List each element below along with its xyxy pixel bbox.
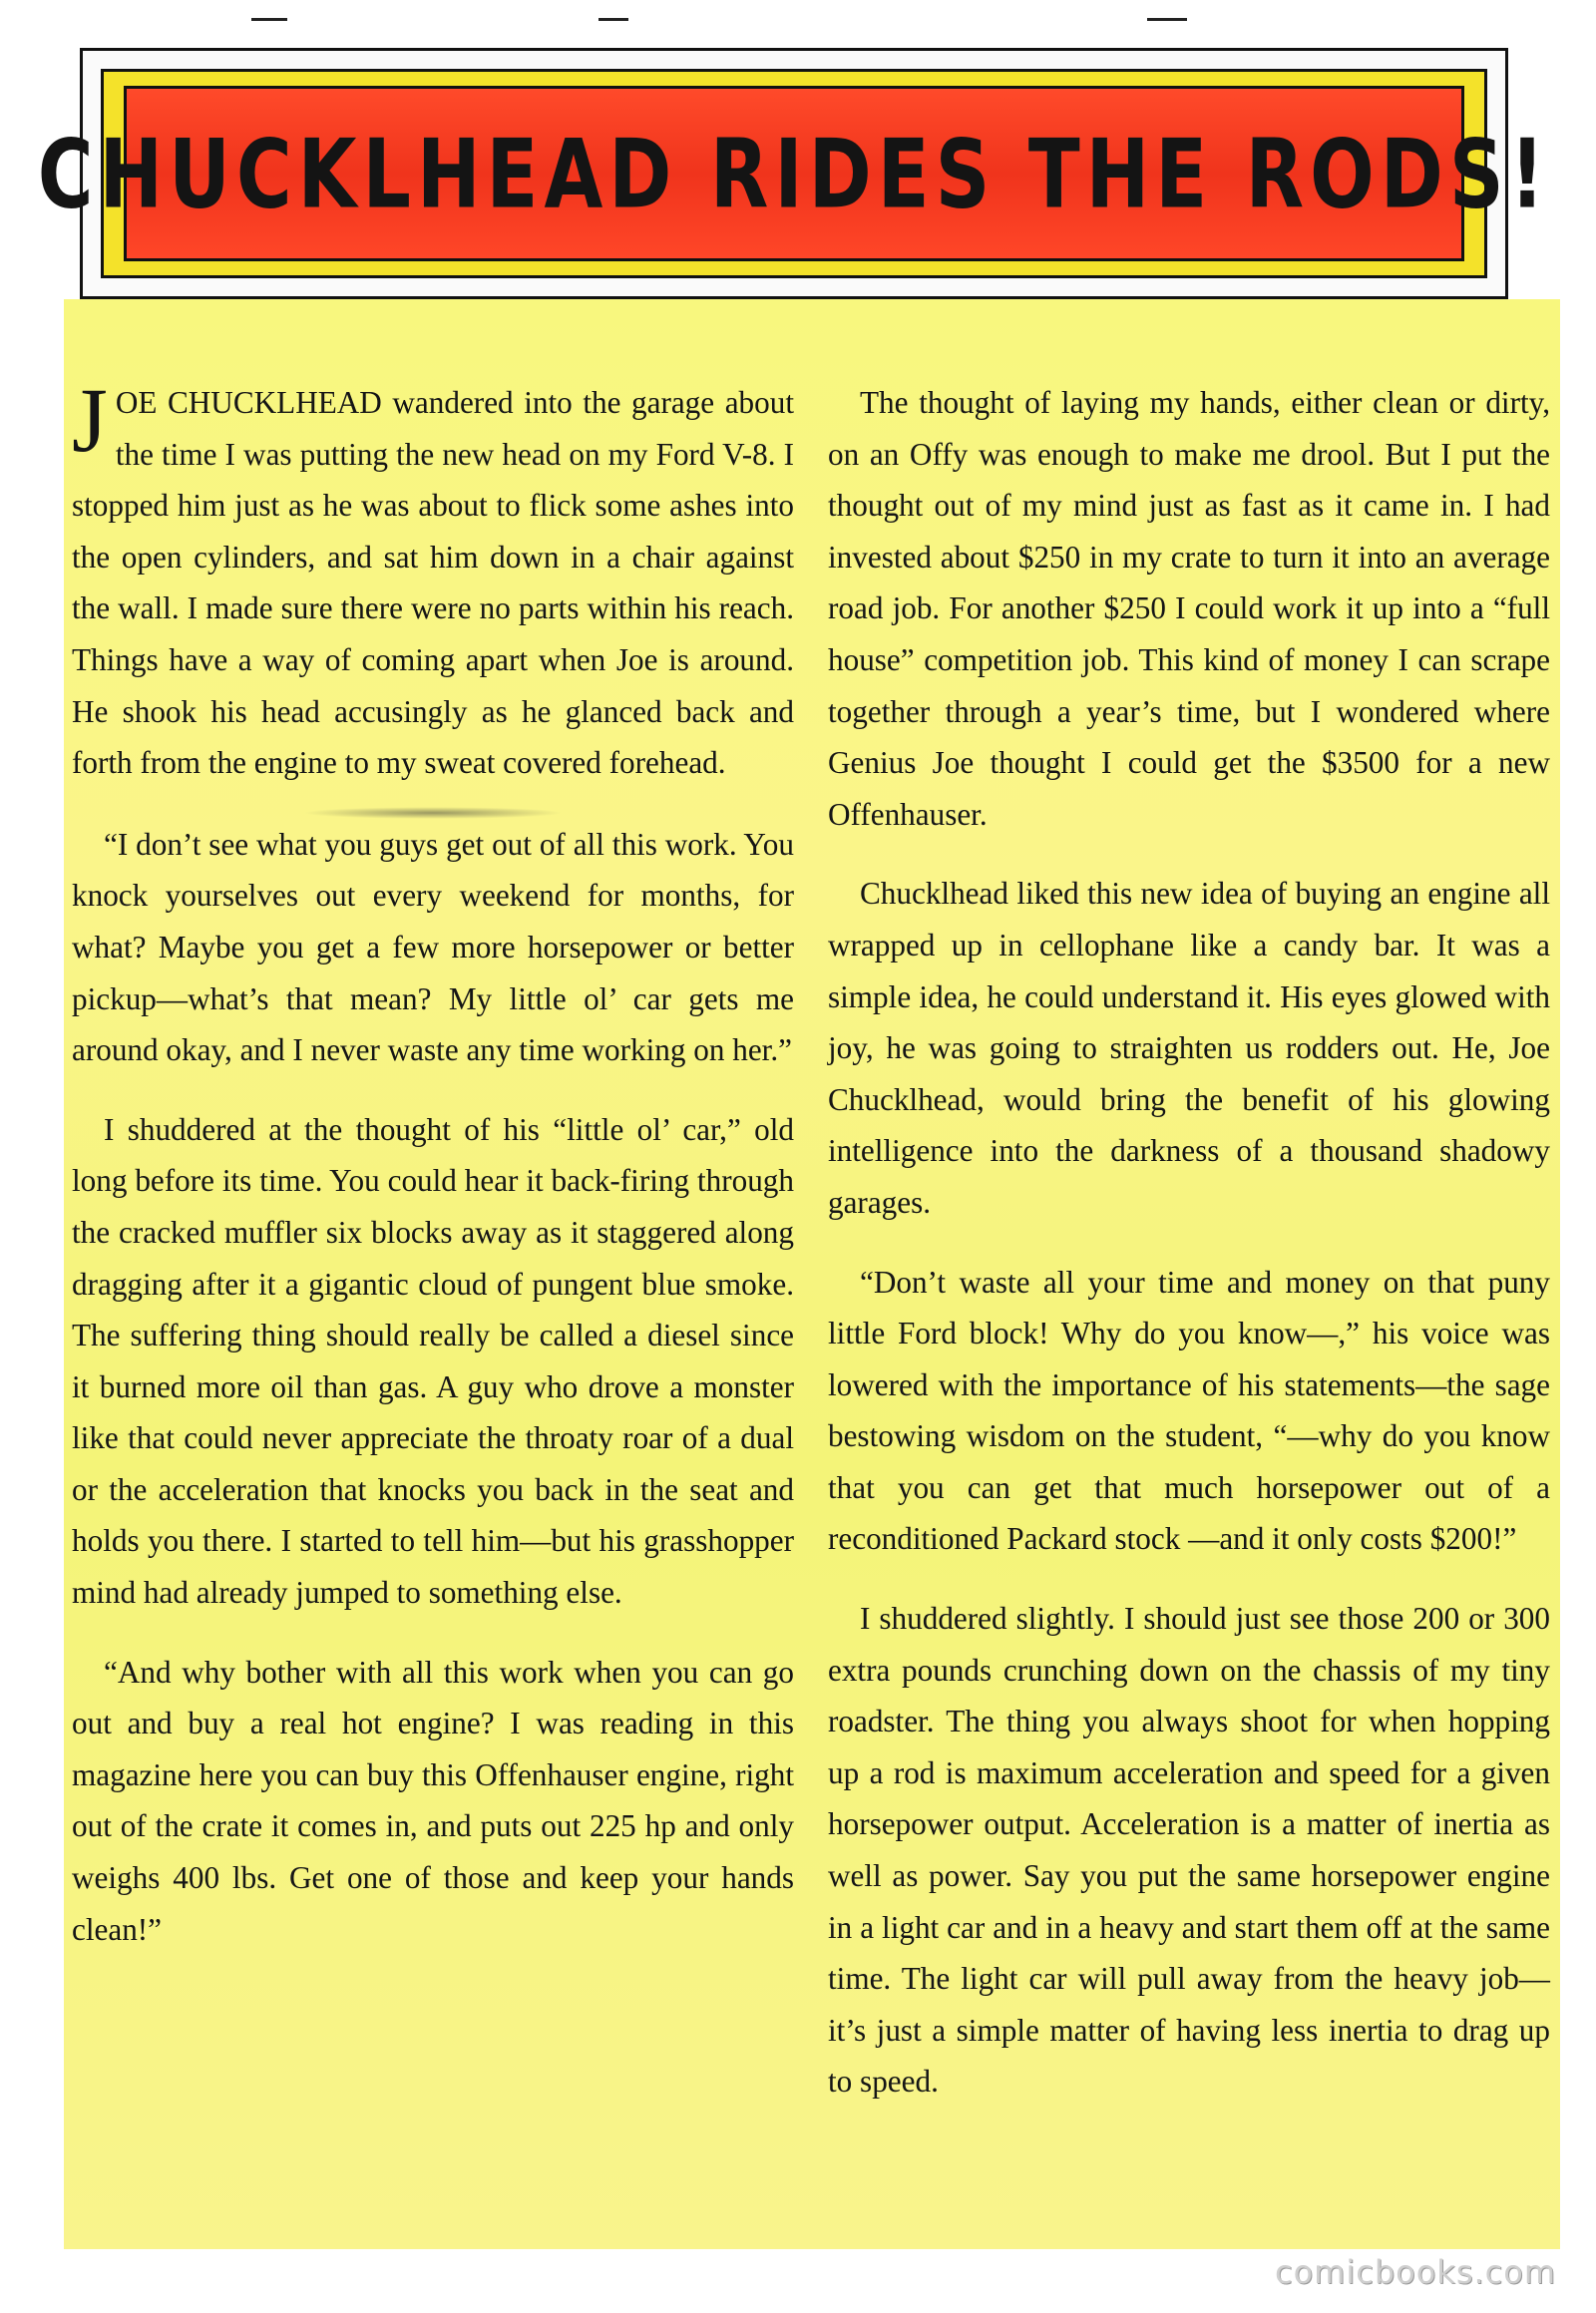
drop-cap: J (72, 369, 108, 471)
page-edge-mark-center (598, 18, 628, 21)
article-panel (64, 299, 1560, 2249)
page-edge-mark-left (251, 18, 287, 21)
paragraph-left-4: “And why bother with all this work when you can go out and buy a real hot engine? I was reading in this magazine here you can buy this Offenhauser engine, right out of the crate it comes in, and puts out 225 hp and only weighs 400 lbs. Get one of those and keep your hands clean!” (72, 1654, 794, 1947)
ink-smudge (303, 807, 563, 819)
watermark: comicbooks.com (1274, 2253, 1556, 2291)
article-column-right (828, 377, 1550, 2108)
title-banner-yellow-border (37, 69, 1551, 278)
article-column-left (72, 369, 794, 1955)
paragraph-right-4: I shuddered slightly. I should just see those 200 or 300 extra pounds crunching down on the chassis of my tiny roadster. The thing you always shoot for when hopping up a rod is maximum acceleration and speed for a given horsepower output. Acceleration is a matter of inertia as well as power. Say you put the same horsepower engine in a light car and in a heavy and start them off at the same time. The light car will pull away from the heavy job—it’s just a simple matter of having less inertia to drag up to speed. (828, 1601, 1550, 2100)
paragraph-left-3: I shuddered at the thought of his “little ol’ car,” old long before its time. You could hear it back-firing through the cracked muffler six blocks away as it staggered along dragging after it a gigantic cloud of pungent blue smoke. The suffering thing should really be called a diesel since it burned more oil than gas. A guy who drove a monster like that could never appreciate the throaty roar of a dual or the acceleration that knocks you back in the seat and holds you there. I started to tell him—but his grasshopper mind had already jumped to something else. (72, 1111, 794, 1611)
paragraph-left-1 (72, 369, 794, 789)
paragraph-left-2: “I don’t see what you guys get out of all this work. You knock yourselves out every weekend for months, for what? Maybe you get a few more horsepower or better pickup—what’s that mean? My little ol’ car gets me around okay, and I never waste any time working on her.” (72, 826, 794, 1068)
paragraph-right-2: Chucklhead liked this new idea of buying an engine all wrapped up in cellophane like a candy bar. It was a simple idea, he could understand it. His eyes glowed with joy, he was going to straighten us rodders out. He, Joe Chucklhead, would bring the benefit of his glowing intelligence into the darkness of a thousand shadowy garages. (828, 876, 1550, 1220)
title-banner-red-panel (37, 86, 1551, 261)
paragraph-left-1-text: OE CHUCKLHEAD wandered into the garage about the time I was putting the new head on my Ford V-8. I stopped him just as he was about to flick some ashes into the open cylinders, and sat him down in a chair against the wall. I made sure there were no parts within his reach. Things have a way of coming apart when Joe is around. He shook his head accusingly as he glanced back and forth from the engine to my sweat covered forehead. (72, 385, 794, 781)
paragraph-right-3: “Don’t waste all your time and money on that puny little Ford block! Why do you know—,” his voice was lowered with the importance of his statements—the sage bestowing wisdom on the student, “—why do you know that you can get that much horsepower out of a reconditioned Packard stock —and it only costs $200!” (828, 1264, 1550, 1557)
page-title: CHUCKLHEAD RIDES THE RODS! (37, 118, 1551, 229)
page-edge-mark-right (1147, 18, 1187, 21)
title-banner (37, 48, 1551, 299)
paragraph-right-1: The thought of laying my hands, either clean or dirty, on an Offy was enough to make me drool. But I put the thought out of my mind just as fast as it came in. I had invested about $250 in my crate to turn it into an average road job. For another $250 I could work it up into a “full house” competition job. This kind of money I can scrape together through a year’s time, but I wondered where Genius Joe thought I could get the $3500 for a new Offenhauser. (828, 385, 1550, 832)
